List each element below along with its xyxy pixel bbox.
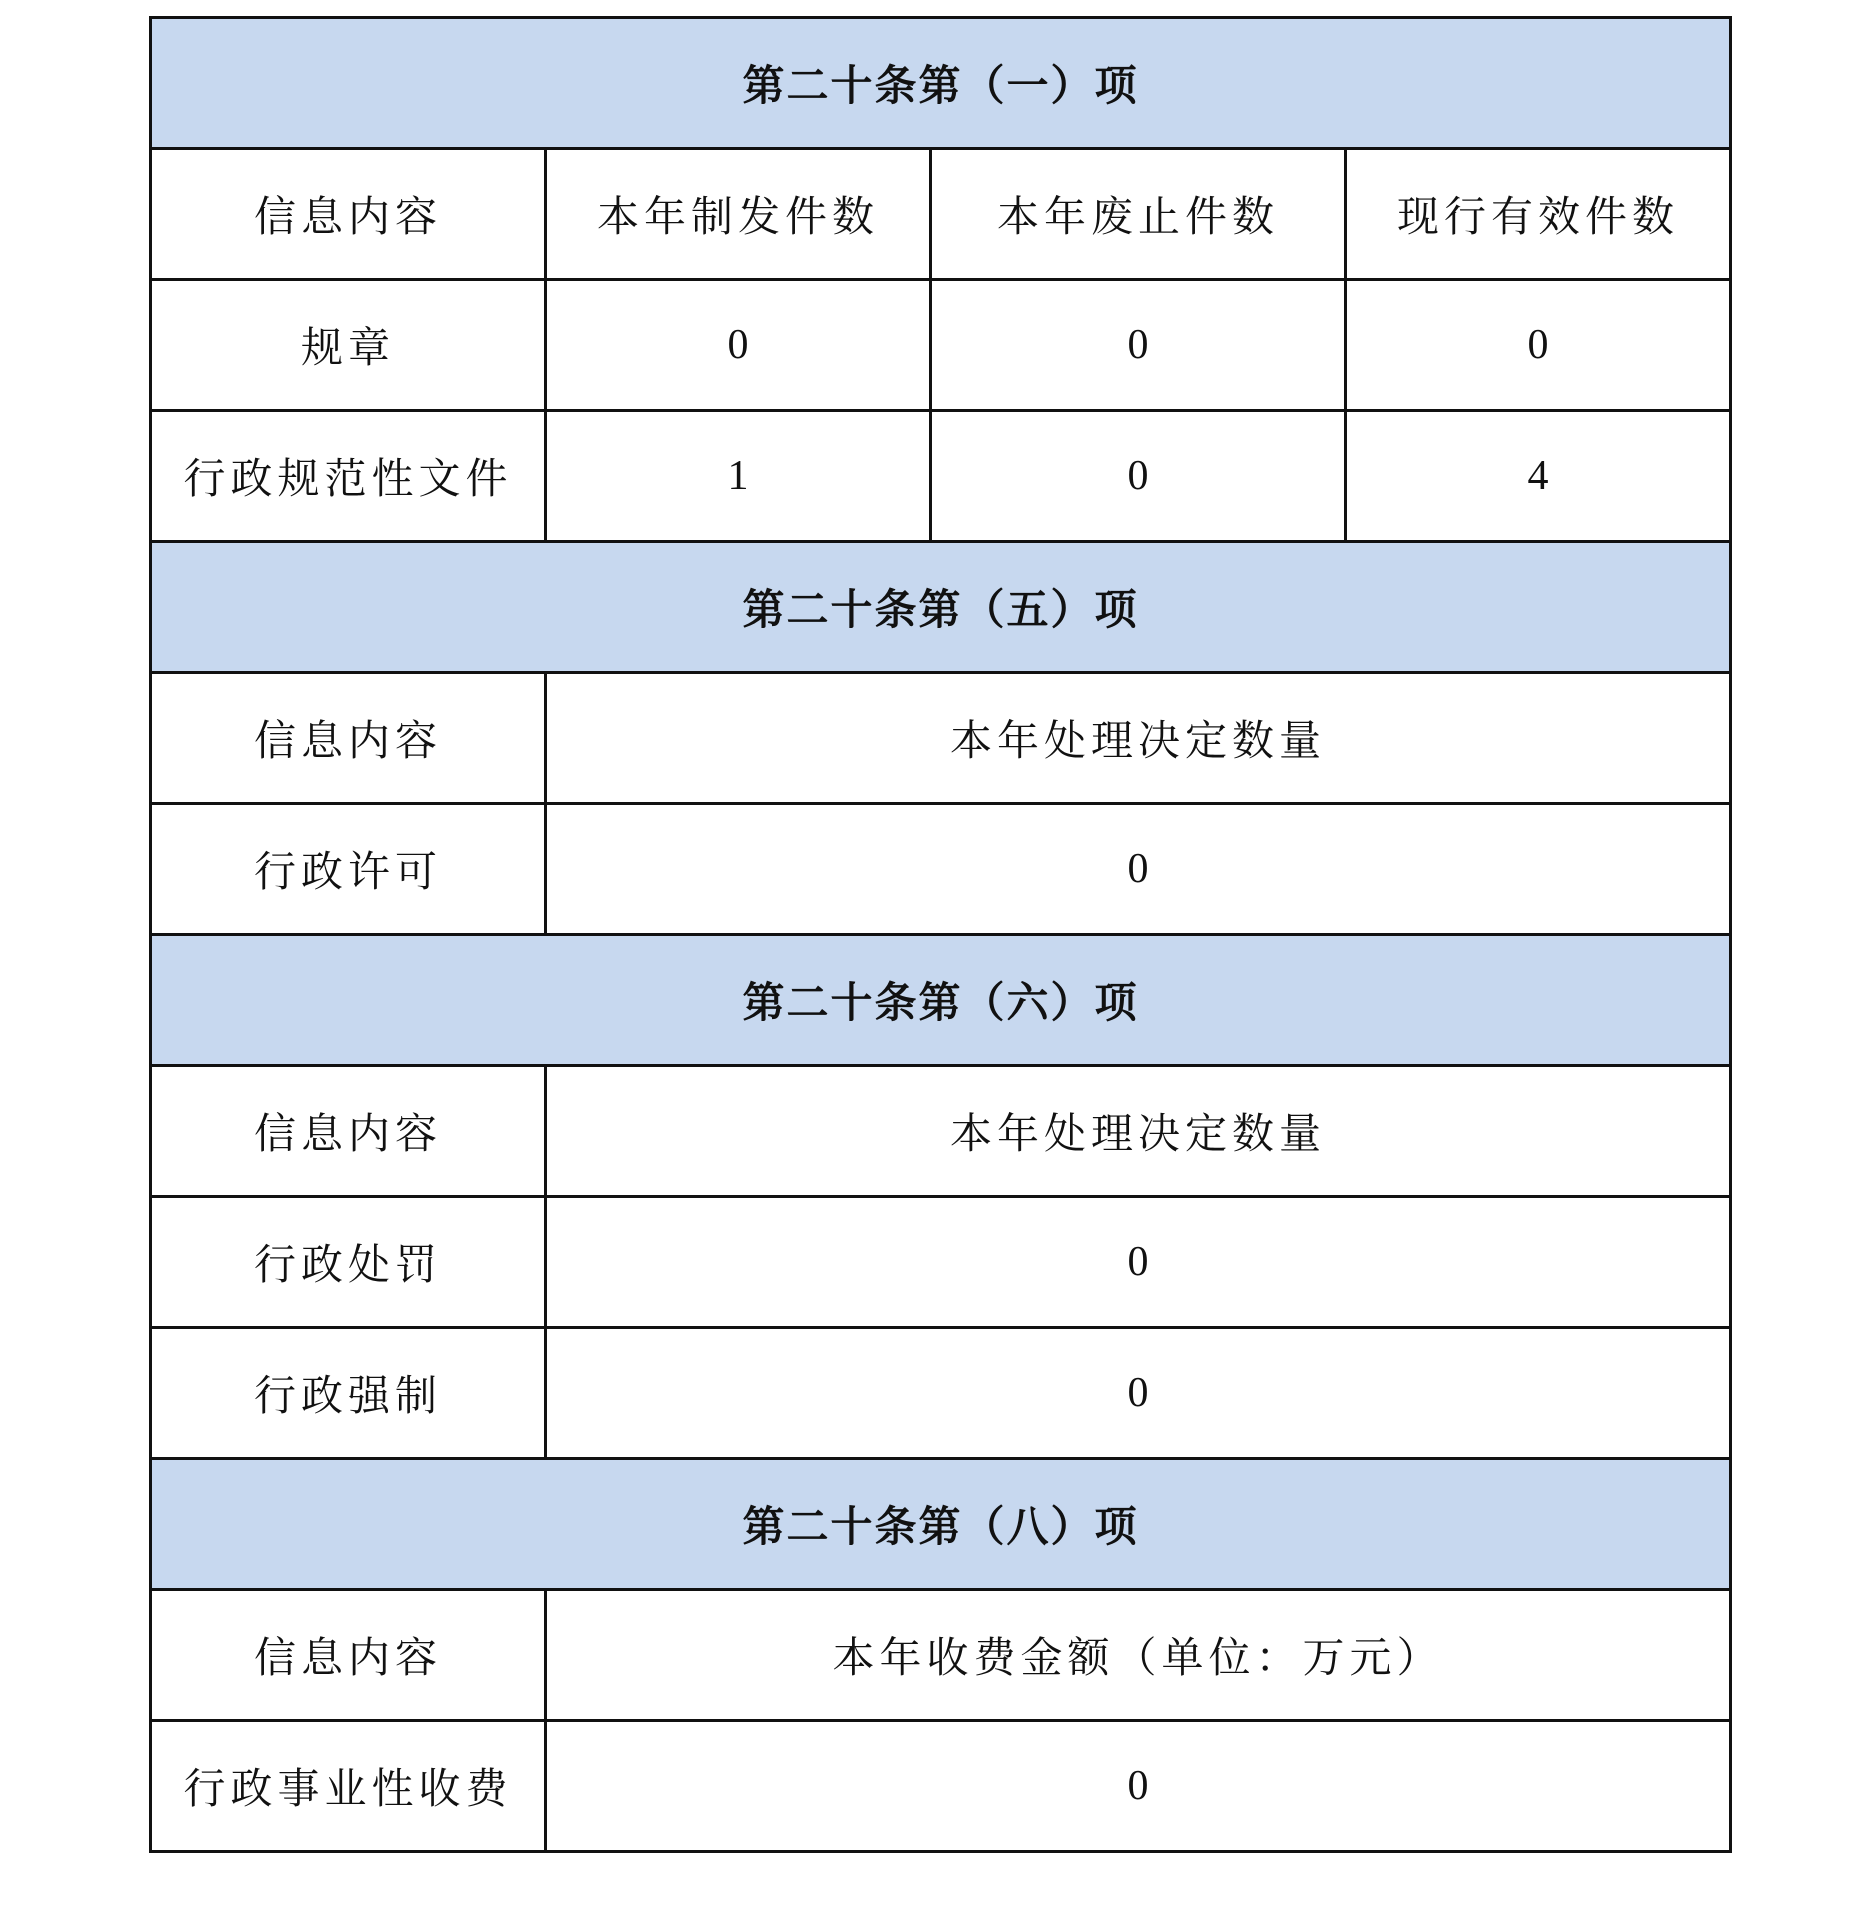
row-label: 行政规范性文件: [151, 411, 546, 542]
column-header: 现行有效件数: [1346, 149, 1731, 280]
column-header-row: [151, 1066, 1731, 1197]
column-header-row: [151, 149, 1731, 280]
section-header-row: [151, 935, 1731, 1066]
column-header: 本年处理决定数量: [546, 1066, 1731, 1197]
column-header: 信息内容: [151, 673, 546, 804]
cell-value: 0: [931, 411, 1346, 542]
cell-value: 0: [546, 280, 931, 411]
row-label: 行政强制: [151, 1328, 546, 1459]
cell-value: 1: [546, 411, 931, 542]
section-title: 第二十条第（六）项: [151, 935, 1731, 1066]
row-label: 行政事业性收费: [151, 1721, 546, 1852]
section-header-row: [151, 18, 1731, 149]
column-header: 信息内容: [151, 1066, 546, 1197]
table-row: [151, 1328, 1731, 1459]
table-row: [151, 411, 1731, 542]
column-header: 本年收费金额（单位：万元）: [546, 1590, 1731, 1721]
section-header-row: [151, 542, 1731, 673]
column-header-row: [151, 1590, 1731, 1721]
section-title: 第二十条第（一）项: [151, 18, 1731, 149]
row-label: 规章: [151, 280, 546, 411]
column-header: 本年处理决定数量: [546, 673, 1731, 804]
section-title: 第二十条第（八）项: [151, 1459, 1731, 1590]
cell-value: 0: [546, 1721, 1731, 1852]
column-header: 信息内容: [151, 149, 546, 280]
row-label: 行政许可: [151, 804, 546, 935]
table-row: [151, 280, 1731, 411]
table-row: [151, 1721, 1731, 1852]
row-label: 行政处罚: [151, 1197, 546, 1328]
column-header-row: [151, 673, 1731, 804]
cell-value: 0: [546, 804, 1731, 935]
cell-value: 0: [931, 280, 1346, 411]
cell-value: 4: [1346, 411, 1731, 542]
table-row: [151, 804, 1731, 935]
cell-value: 0: [1346, 280, 1731, 411]
table-row: [151, 1197, 1731, 1328]
section-header-row: [151, 1459, 1731, 1590]
column-header: 本年废止件数: [931, 149, 1346, 280]
cell-value: 0: [546, 1197, 1731, 1328]
column-header: 信息内容: [151, 1590, 546, 1721]
section-title: 第二十条第（五）项: [151, 542, 1731, 673]
cell-value: 0: [546, 1328, 1731, 1459]
column-header: 本年制发件数: [546, 149, 931, 280]
disclosure-table: [149, 16, 1732, 1853]
